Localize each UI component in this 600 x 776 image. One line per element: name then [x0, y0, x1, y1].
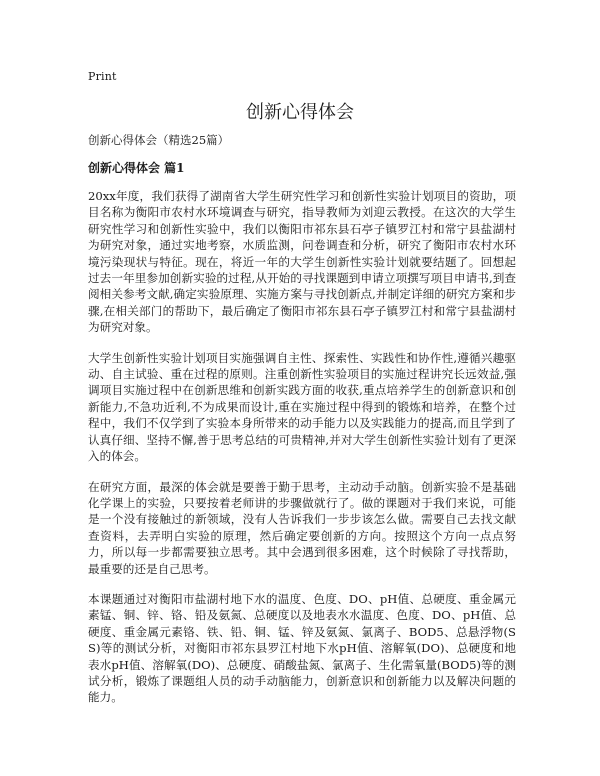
page-title: 创新心得体会	[246, 102, 354, 123]
paragraph-4: 本课题通过对衡阳市盐湖村地下水的温度、色度、DO、pH值、总硬度、重金属元素锰、铜、锌、铬、铅及氨氮、总硬度以及地表水水温度、色度、DO、pH值、总硬度、重金属元素铬、铁、铅、铜、锰、锌及氨氮、氯离子、BOD5、总悬浮物(SS)等的测试分析，对衡阳市祁东县罗江村地下水pH值、溶解氧(DO)、总硬度和地表水pH值、溶解氧(DO)、总硬度、硝酸盐氮、氯离子、生化需氧量(BOD5)等的测试分析，锻炼了课题组人员的动手动脑能力，创新意识和创新能力以及解决问题的能力。	[88, 591, 516, 705]
document-subtitle: 创新心得体会（精选25篇）	[88, 133, 230, 147]
section-heading: 创新心得体会 篇1	[88, 161, 185, 175]
paragraph-1: 20xx年度，我们获得了湖南省大学生研究性学习和创新性实验计划项目的资助，项目名称为衡阳市农村水环境调查与研究，指导教师为刘迎云教授。在这次的大学生研究性学习和创新性实验中，我们以衡阳市祁东县石亭子镇罗江村和常宁县盐湖村为研究对象，通过实地考察，水质监测，问卷调查和分析，研究了衡阳市农村水环境污染现状与特征。现在，将近一年的大学生创新性实验计划就要结题了。回想起过去一年里参加创新实验的过程,从开始的寻找课题到申请立项撰写项目申请书,到查阅相关参考文献,确定实验原理、实施方案与寻找创新点,并制定详细的研究方案和步骤,在相关部门的帮助下，最后确定了衡阳市祁东县石亭子镇罗江村和常宁县盐湖村为研究对象。	[88, 189, 516, 335]
print-label: Print	[88, 70, 117, 83]
article-body	[88, 188, 516, 720]
paragraph-3: 在研究方面，最深的体会就是要善于勤于思考，主动动手动脑。创新实验不是基础化学课上的实验，只要按着老师讲的步骤做就行了。做的课题对于我们来说，可能是一个没有接触过的新领域，没有人告诉我们一步步该怎么做。需要自己去找文献查资料，去弄明白实验的原理，然后确定要创新的方向。按照这个方向一点点努力，所以每一步都需要独立思考。其中会遇到很多困难，这个时候除了寻找帮助，最重要的还是自己思考。	[88, 479, 516, 576]
paragraph-2: 大学生创新性实验计划项目实施强调自主性、探索性、实践性和协作性,遵循兴趣驱动、自主试验、重在过程的原则。注重创新性实验项目的实施过程讲究长远效益,强调项目实施过程中在创新思维和创新实践方面的收获,重点培养学生的创新意识和创新能力,不急功近利,不为成果而设计,重在实施过程中得到的锻炼和培养，在整个过程中，我们不仅学到了实验本身所带来的动手能力以及实践能力的提高,而且学到了认真仔细、坚持不懈,善于思考总结的可贵精神,并对大学生创新性实验计划有了更深入的体会。	[88, 350, 516, 464]
